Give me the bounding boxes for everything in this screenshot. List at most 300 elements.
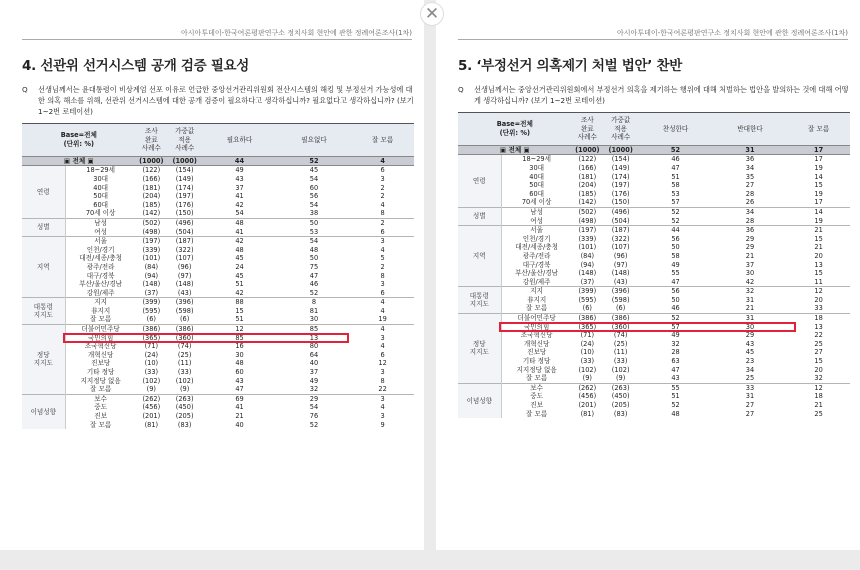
row-value: (43) [613,277,628,286]
table-row [22,237,414,246]
row-value: 52 [638,207,712,216]
row-value: (396) [603,287,638,296]
row-value: 25 [814,409,823,418]
row-value: 13 [814,322,823,331]
row-value: (84) [580,251,595,260]
row-value: 28 [745,216,755,225]
row-value: (176) [611,189,630,198]
row-value: (176) [175,200,194,209]
row-value: (102) [578,365,597,374]
row-value: 30 [235,350,244,359]
table-row [458,366,850,375]
table-row [22,342,414,351]
row-value: 8 [380,271,385,280]
row-label: 진보 [94,412,107,420]
row-value: 54 [309,200,319,209]
column-header-base: Base=전체 (단위: %) [458,113,572,146]
row-value: 56 [671,234,680,243]
table-row [458,314,850,323]
row-value: 55 [671,269,680,278]
row-value: 30 [745,322,755,331]
row-value: (185) [578,189,597,198]
row-value: (386) [603,314,638,323]
table-row [458,235,850,244]
total-value: 44 [202,156,276,166]
row-value: 24 [235,262,244,271]
row-value: 19 [814,163,823,172]
row-value: 32 [814,374,823,383]
row-label: 非지지 [90,306,111,315]
row-label: 더불어민주당 [501,314,572,323]
row-value: 6 [380,350,385,359]
row-value: 4 [380,403,385,412]
row-value: (102) [611,365,630,374]
row-value: 34 [745,163,755,172]
row-label: 30대 [93,174,109,183]
row-label: 더불어민주당 [65,325,136,334]
row-value: (24) [580,339,595,348]
question-text: 선생님께서는 중앙선거관리위원회에서 부정선거 의혹을 제기하는 행위에 대해 처벌하는 법안을 발의하는 것에 대해 어떻게 생각하십니까? (보기 1~2번 로테이션) [474,85,849,105]
table-row [458,155,850,164]
row-value: 35 [745,172,755,181]
table-row [22,351,414,360]
table-row [22,298,414,307]
row-value: (598) [175,306,194,315]
row-value: (181) [578,172,597,181]
table-row [458,198,850,207]
row-value: (263) [603,383,638,392]
total-value: 31 [713,145,787,155]
row-value: (148) [175,280,194,289]
row-value: (24) [144,350,159,359]
row-label: 잘 모름 [526,304,548,313]
row-value: (339) [578,234,597,243]
table-row [458,348,850,357]
table-row [458,252,850,261]
table-row [22,209,414,218]
row-value: 54 [309,174,319,183]
row-value: (187) [603,226,638,235]
row-value: 12 [378,359,387,368]
row-value: 76 [309,412,319,420]
row-value: 6 [380,288,385,297]
table-row [22,315,414,324]
row-value: (11) [177,359,192,368]
row-value: 75 [309,262,319,271]
table-row [22,254,414,263]
row-value: (197) [136,237,167,246]
total-label: ▣ 전체 ▣ [458,145,572,155]
row-value: 20 [814,365,823,374]
row-value: 4 [380,342,385,351]
row-value: 26 [745,198,755,207]
row-value: 36 [713,226,787,235]
results-table [458,112,850,418]
row-value: (595) [142,306,161,315]
row-value: (142) [142,209,161,218]
row-value: 12 [787,383,850,392]
row-value: 52 [638,314,712,323]
row-value: (71) [144,342,159,351]
row-value: (83) [613,409,628,418]
row-label: 50대 [529,181,545,190]
row-value: 88 [202,298,276,307]
group-label: 정당 지지도 [458,314,501,384]
row-value: 8 [277,298,351,307]
row-value: 42 [235,288,244,297]
table-row [458,304,850,313]
row-value: 37 [235,183,244,192]
question-block [22,84,414,117]
row-label: 조국혁신당 [84,342,117,351]
row-value: 41 [235,227,244,236]
row-value: (360) [611,322,630,331]
row-value: 55 [638,383,712,392]
row-value: 29 [745,331,755,340]
row-value: 37 [309,368,319,377]
row-value: (96) [613,251,628,260]
row-value: 85 [235,333,244,342]
row-value: 50 [671,295,680,304]
row-value: (102) [142,376,161,385]
row-value: 25 [814,339,823,348]
row-value: 32 [713,287,787,296]
row-value: 52 [309,288,319,297]
row-label: 국민의힘 [523,322,550,331]
table-row [22,228,414,237]
row-value: (71) [580,331,595,340]
group-label: 이념성향 [22,394,65,429]
table-row [458,401,850,410]
table-row [22,175,414,184]
row-value: 52 [671,401,680,409]
table-row [458,340,850,349]
table-row [458,323,850,332]
row-value: 4 [351,298,414,307]
row-value: (107) [611,243,630,252]
row-value: (33) [144,368,159,377]
row-value: (185) [142,200,161,209]
table-row [22,184,414,193]
row-value: 29 [745,234,755,243]
row-value: 44 [638,226,712,235]
row-value: 3 [351,394,414,403]
row-label: 잘 모름 [90,385,112,394]
row-value: 49 [671,260,680,269]
row-value: 4 [380,200,385,209]
row-value: (148) [142,280,161,289]
row-label: 진보당 [91,359,111,368]
row-value: 51 [671,392,680,401]
row-value: 19 [378,315,387,324]
row-value: 27 [745,181,755,190]
row-value: (33) [613,357,628,366]
row-value: (339) [142,245,161,254]
row-value: (263) [167,394,202,403]
row-label: 여성 [94,227,107,236]
row-value: (149) [175,174,194,183]
row-label: 30대 [529,163,545,172]
row-label: 70세 이상 [85,209,116,218]
page-header: 아시아투데이-한국여론평판연구소 정치사회 현안에 관한 정례여론조사(1차) [458,26,848,40]
row-label: 광주/전라 [522,251,551,260]
row-label: 진보당 [527,348,547,357]
row-value: 3 [380,280,385,289]
row-label: 非지지 [526,295,547,304]
column-header: 조사 완료 사례수 [572,113,603,146]
row-value: 80 [309,342,319,351]
table-row [458,392,850,401]
row-value: 81 [309,306,319,315]
row-value: (81) [580,409,595,418]
row-label: 남성 [501,207,572,216]
group-label: 연령 [22,166,65,219]
row-label: 70세 이상 [521,198,552,207]
row-value: 31 [745,295,755,304]
row-value: 85 [277,325,351,334]
row-label: 대전/세종/충청 [515,243,558,252]
row-value: 22 [378,385,387,394]
row-label: 잘 모름 [526,409,548,418]
group-label: 대통령 지지도 [22,298,65,325]
row-value: (74) [613,331,628,340]
row-value: 21 [814,401,823,409]
row-value: (496) [167,218,202,227]
row-value: (43) [177,288,192,297]
close-icon[interactable]: ✕ [420,2,444,26]
section-title: 4. 선관위 선거시스템 공개 검증 필요성 [22,58,250,74]
row-value: 47 [671,163,680,172]
row-label: 여성 [530,216,543,225]
table-row [458,287,850,296]
group-label: 정당 지지도 [22,325,65,395]
row-value: 48 [235,245,244,254]
row-value: 47 [671,277,680,286]
row-value: (9) [582,374,592,383]
row-value: (94) [144,271,159,280]
row-value: 21 [745,251,755,260]
row-value: 3 [380,174,385,183]
table-row [22,368,414,377]
row-value: (365) [142,333,161,342]
row-value: (10) [144,359,159,368]
row-value: (386) [572,314,603,323]
row-value: 36 [713,155,787,164]
total-value: 52 [638,145,712,155]
row-value: (101) [578,243,597,252]
row-label: 서울 [65,237,136,246]
row-value: 23 [745,357,755,366]
row-value: (262) [572,383,603,392]
row-label: 18~29세 [65,166,136,175]
table-row [458,374,850,383]
row-value: 53 [671,189,680,198]
row-value: 14 [814,172,823,181]
row-value: (456) [142,403,161,412]
table-row [458,410,850,419]
row-value: 21 [745,304,755,313]
row-value: 4 [380,306,385,315]
table-row [22,201,414,210]
table-row [458,296,850,305]
row-value: (6) [582,304,592,313]
row-value: 12 [202,325,276,334]
row-value: 48 [235,359,244,368]
row-value: 46 [309,280,319,289]
row-value: 30 [745,269,755,278]
row-label: 40대 [529,172,545,181]
row-value: (25) [613,339,628,348]
row-label: 부산/울산/경남 [515,269,558,278]
question-mark: Q [22,85,28,94]
row-value: (122) [572,155,603,164]
row-value: 53 [309,227,319,236]
row-value: 3 [380,412,385,420]
row-label: 강원/제주 [86,288,115,297]
row-value: 38 [309,209,319,218]
row-value: (96) [177,262,192,271]
total-row [22,156,414,166]
total-value: (1000) [603,145,638,155]
row-value: (10) [580,348,595,357]
table-row [22,385,414,394]
row-label: 대구/경북 [522,260,551,269]
row-value: 56 [638,287,712,296]
row-label: 보수 [65,394,136,403]
table-row [458,217,850,226]
column-header-base: Base=전체 (단위: %) [22,124,136,157]
total-value: (1000) [136,156,167,166]
table-row [458,383,850,392]
row-value: 34 [745,365,755,374]
column-header: 필요없다 [277,124,351,157]
row-value: 52 [671,216,680,225]
row-label: 강원/제주 [522,277,551,286]
row-value: (396) [167,298,202,307]
row-label: 대구/경북 [86,271,115,280]
column-header: 잘 모름 [351,124,414,157]
page-header: 아시아투데이-한국여론평판연구소 정치사회 현안에 관한 정례여론조사(1차) [22,26,412,40]
row-value: (504) [175,227,194,236]
row-value: (197) [572,226,603,235]
row-label: 지지 [65,298,136,307]
row-value: (9) [179,385,190,394]
row-value: 43 [671,374,680,383]
column-header: 가중값 적용 사례수 [167,124,202,157]
row-value: 48 [671,409,680,418]
row-value: (9) [146,385,156,394]
row-value: 32 [671,339,680,348]
row-value: 43 [235,174,244,183]
row-value: 60 [235,368,244,377]
row-value: 15 [235,306,244,315]
row-value: (9) [615,374,626,383]
row-value: 3 [351,237,414,246]
group-label: 성별 [458,207,501,225]
table-row [458,190,850,199]
row-value: 19 [814,216,823,225]
row-value: (122) [136,166,167,175]
column-header: 잘 모름 [787,113,850,146]
row-value: (360) [175,333,194,342]
row-value: 27 [745,401,755,409]
row-value: 58 [671,251,680,260]
row-value: 41 [235,403,244,412]
table-row [22,412,414,421]
total-value: 52 [277,156,351,166]
row-value: 4 [380,245,385,254]
row-value: 2 [380,262,385,271]
group-label: 지역 [22,237,65,298]
row-label: 잘 모름 [90,420,112,429]
table-row [22,325,414,334]
row-value: (496) [603,207,638,216]
total-value: (1000) [572,145,603,155]
row-value: (166) [578,163,597,172]
row-value: 49 [202,166,276,175]
row-value: (6) [615,304,626,313]
table-row [22,218,414,227]
row-value: 40 [309,359,319,368]
column-header: 조사 완료 사례수 [136,124,167,157]
row-value: 13 [309,333,319,342]
row-value: (166) [142,174,161,183]
row-value: 48 [202,218,276,227]
row-value: (142) [578,198,597,207]
row-label: 기타 정당 [522,357,551,366]
row-value: (450) [175,403,194,412]
row-value: (322) [175,245,194,254]
row-value: 49 [309,376,319,385]
row-value: 64 [309,350,319,359]
row-value: 45 [277,166,351,175]
row-value: 51 [235,280,244,289]
row-label: 광주/전라 [86,262,115,271]
row-value: (83) [177,420,192,429]
row-value: (107) [175,254,194,263]
question-block [458,84,850,106]
row-value: 22 [814,331,823,340]
row-label: 기타 정당 [86,368,115,377]
row-value: 20 [814,251,823,260]
row-value: 45 [235,254,244,263]
row-value: 5 [380,254,385,263]
row-value: (37) [144,288,159,297]
row-label: 중도 [530,392,543,401]
table-row [458,357,850,366]
row-value: 50 [309,254,319,263]
row-value: 2 [380,192,385,201]
table-row [22,307,414,316]
row-value: (33) [580,357,595,366]
row-value: 29 [277,394,351,403]
table-row [22,421,414,430]
row-value: 18 [814,392,823,401]
row-value: 21 [814,243,823,252]
row-value: 4 [351,325,414,334]
row-value: (6) [146,315,156,324]
row-value: 15 [814,269,823,278]
row-value: 47 [671,365,680,374]
row-value: (201) [142,412,161,420]
table-row [458,164,850,173]
row-value: (174) [175,183,194,192]
row-value: (504) [611,216,630,225]
row-value: 42 [745,277,755,286]
row-value: 54 [235,209,244,218]
left-report-page [0,0,424,550]
row-value: 17 [787,155,850,164]
